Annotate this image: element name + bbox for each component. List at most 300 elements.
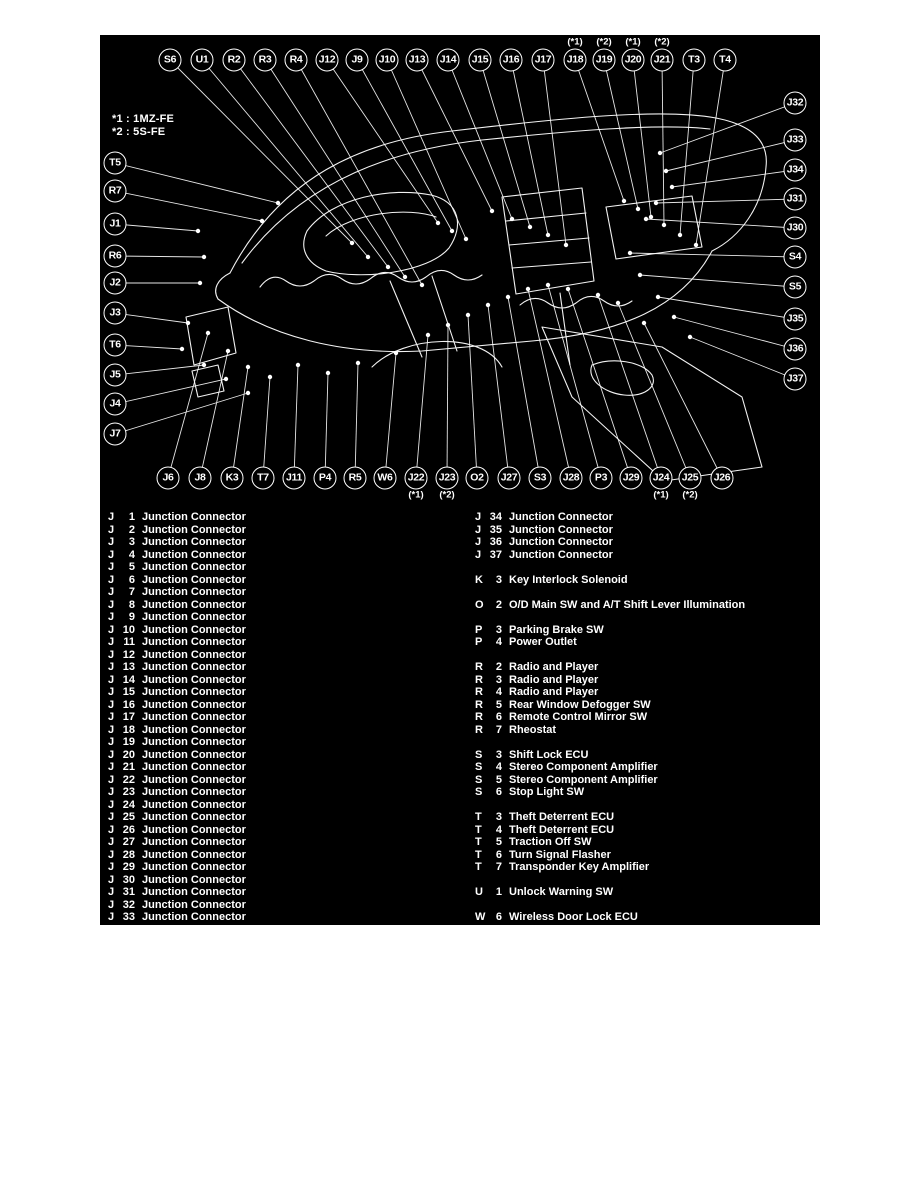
component-name: Junction Connector — [142, 873, 246, 886]
component-code: K — [475, 573, 483, 586]
component-number: 2 — [495, 661, 502, 673]
component-name: Stop Light SW — [509, 786, 585, 798]
callout-R2: R2 — [223, 49, 246, 72]
component-name: Transponder Key Amplifier — [509, 861, 650, 873]
callout-J16: J16 — [500, 49, 523, 72]
component-code: J — [108, 648, 115, 661]
callout-T5: T5 — [104, 152, 127, 175]
component-name: Junction Connector — [142, 573, 246, 586]
component-row — [108, 511, 246, 524]
component-number: 6 — [128, 573, 135, 586]
component-list-right — [475, 511, 745, 924]
component-name: Junction Connector — [142, 586, 246, 598]
callout-J33: J33 — [784, 129, 807, 152]
component-row — [475, 724, 745, 737]
component-number: 6 — [495, 786, 502, 798]
component-code: J — [108, 798, 115, 811]
component-row — [475, 911, 745, 924]
component-row — [108, 611, 246, 624]
component-number: 4 — [128, 548, 135, 561]
component-name: Junction Connector — [142, 811, 246, 823]
component-number: 31 — [122, 886, 135, 898]
callout-J1: J1 — [104, 213, 127, 236]
component-name: Unlock Warning SW — [509, 886, 614, 898]
component-row — [108, 649, 246, 662]
component-number: 17 — [122, 711, 135, 723]
callout-T6: T6 — [104, 334, 127, 357]
callout-S4: S4 — [784, 246, 807, 269]
callout-J17: J17 — [532, 49, 555, 72]
callout-J25: J25 — [679, 467, 702, 490]
component-row — [475, 624, 745, 637]
component-code: J — [108, 711, 115, 723]
component-number: 6 — [495, 911, 502, 923]
callout-J29: J29 — [620, 467, 643, 490]
component-name: Parking Brake SW — [509, 623, 604, 636]
component-number: 19 — [122, 736, 135, 748]
component-name: Radio and Player — [509, 686, 599, 698]
component-name: Junction Connector — [142, 623, 246, 636]
component-code: W — [475, 911, 486, 923]
callout-R3: R3 — [254, 49, 277, 72]
component-name: Wireless Door Lock ECU — [509, 911, 638, 923]
component-code: J — [108, 636, 115, 648]
component-name: Radio and Player — [509, 661, 599, 673]
component-row — [108, 674, 246, 687]
component-row — [108, 711, 246, 724]
component-name: Junction Connector — [142, 761, 246, 773]
callout-U1: U1 — [191, 49, 214, 72]
component-row — [108, 624, 246, 637]
component-name: Traction Off SW — [509, 836, 592, 848]
callout-J26: J26 — [711, 467, 734, 490]
component-code: S — [475, 748, 483, 761]
component-row — [108, 724, 246, 737]
engine-variant-note: (*1) — [625, 36, 641, 48]
component-number: 7 — [495, 861, 502, 873]
component-name: Junction Connector — [509, 536, 613, 548]
component-code: J — [108, 848, 115, 861]
component-name: Power Outlet — [509, 636, 577, 648]
component-name: Junction Connector — [142, 836, 246, 848]
component-name: Theft Deterrent ECU — [509, 823, 615, 836]
component-code: J — [108, 786, 115, 798]
component-number: 3 — [495, 811, 502, 823]
component-row — [108, 699, 246, 712]
component-name: Key Interlock Solenoid — [509, 573, 628, 586]
component-name: Junction Connector — [142, 673, 246, 686]
component-name: Junction Connector — [142, 898, 246, 911]
component-name: Junction Connector — [142, 698, 246, 711]
component-code: J — [475, 548, 482, 561]
callout-J21: J21 — [651, 49, 674, 72]
component-row — [108, 824, 246, 837]
component-row — [475, 536, 745, 549]
component-number: 36 — [489, 536, 502, 548]
component-code: R — [475, 723, 483, 736]
component-number: 7 — [495, 723, 502, 736]
component-name: Junction Connector — [142, 511, 246, 523]
component-code: J — [108, 673, 115, 686]
component-number: 18 — [122, 723, 135, 736]
component-row — [475, 574, 745, 587]
component-code: U — [475, 886, 483, 898]
callout-J30: J30 — [784, 217, 807, 240]
component-row — [108, 586, 246, 599]
component-name: Junction Connector — [142, 561, 246, 573]
component-name: Junction Connector — [509, 523, 613, 536]
component-name: Junction Connector — [142, 798, 246, 811]
component-code: J — [475, 523, 482, 536]
callout-J7: J7 — [104, 423, 127, 446]
component-name: Junction Connector — [142, 748, 246, 761]
component-row — [475, 549, 745, 562]
callout-R7: R7 — [104, 180, 127, 203]
callout-J9: J9 — [346, 49, 369, 72]
component-row — [108, 861, 246, 874]
component-number: 20 — [122, 748, 135, 761]
component-name: Junction Connector — [142, 523, 246, 536]
component-name: Junction Connector — [142, 736, 246, 748]
callout-J8: J8 — [189, 467, 212, 490]
dashboard-outline — [186, 114, 766, 481]
component-number: 24 — [122, 798, 135, 811]
component-code: J — [475, 536, 482, 548]
component-number: 34 — [489, 511, 502, 523]
component-name: Junction Connector — [142, 773, 246, 786]
component-group — [475, 661, 745, 736]
component-code: T — [475, 836, 482, 848]
component-code: J — [108, 686, 115, 698]
component-row — [475, 511, 745, 524]
component-name: Junction Connector — [142, 548, 246, 561]
component-row — [108, 636, 246, 649]
component-name: Theft Deterrent ECU — [509, 811, 615, 823]
component-code: J — [108, 886, 115, 898]
component-row — [475, 524, 745, 537]
component-group — [475, 911, 745, 924]
component-row — [475, 811, 745, 824]
component-group — [475, 886, 745, 899]
component-code: J — [108, 898, 115, 911]
callout-J27: J27 — [498, 467, 521, 490]
component-number: 1 — [128, 511, 135, 523]
component-code: J — [108, 861, 115, 873]
legend-line-2: *2 : 5S-FE — [112, 126, 166, 138]
component-number: 5 — [495, 773, 502, 786]
callout-J22: J22 — [405, 467, 428, 490]
component-row — [475, 836, 745, 849]
component-row — [475, 774, 745, 787]
component-number: 29 — [122, 861, 135, 873]
component-row — [475, 711, 745, 724]
callout-J3: J3 — [104, 302, 127, 325]
component-group — [475, 624, 745, 649]
component-row — [475, 886, 745, 899]
component-row — [108, 774, 246, 787]
component-code: R — [475, 711, 483, 723]
callout-J31: J31 — [784, 188, 807, 211]
component-code: T — [475, 823, 482, 836]
component-code: S — [475, 786, 483, 798]
callout-J15: J15 — [469, 49, 492, 72]
component-number: 3 — [495, 673, 502, 686]
callout-J6: J6 — [157, 467, 180, 490]
component-number: 2 — [128, 523, 135, 536]
callout-J19: J19 — [593, 49, 616, 72]
component-name: Junction Connector — [142, 786, 246, 798]
component-row — [108, 736, 246, 749]
component-row — [108, 599, 246, 612]
component-name: Remote Control Mirror SW — [509, 711, 648, 723]
component-row — [108, 849, 246, 862]
component-code: J — [108, 823, 115, 836]
component-row — [108, 661, 246, 674]
component-number: 1 — [495, 886, 502, 898]
component-number: 21 — [122, 761, 135, 773]
component-code: O — [475, 598, 484, 611]
component-code: J — [108, 698, 115, 711]
component-name: Rear Window Defogger SW — [509, 698, 651, 711]
component-code: J — [108, 573, 115, 586]
component-row — [108, 899, 246, 912]
component-row — [108, 536, 246, 549]
callout-J11: J11 — [283, 467, 306, 490]
callout-J37: J37 — [784, 368, 807, 391]
component-code: J — [108, 623, 115, 636]
component-number: 3 — [128, 536, 135, 548]
component-number: 2 — [495, 598, 502, 611]
component-number: 28 — [122, 848, 135, 861]
callout-J36: J36 — [784, 338, 807, 361]
callout-J12: J12 — [316, 49, 339, 72]
callout-T7: T7 — [252, 467, 275, 490]
callout-R4: R4 — [285, 49, 308, 72]
component-code: J — [108, 748, 115, 761]
component-row — [475, 674, 745, 687]
component-row — [475, 749, 745, 762]
component-number: 25 — [122, 811, 135, 823]
component-row — [108, 761, 246, 774]
component-name: Junction Connector — [142, 611, 246, 623]
component-number: 37 — [489, 548, 502, 561]
engine-variant-note: (*2) — [596, 36, 612, 48]
callout-J2: J2 — [104, 272, 127, 295]
callout-J13: J13 — [406, 49, 429, 72]
component-number: 22 — [122, 773, 135, 786]
component-row — [108, 886, 246, 899]
component-group — [475, 749, 745, 799]
component-name: Junction Connector — [142, 536, 246, 548]
component-code: R — [475, 686, 483, 698]
callout-O2: O2 — [466, 467, 489, 490]
engine-variant-note: (*1) — [567, 36, 583, 48]
component-code: J — [108, 548, 115, 561]
component-name: Junction Connector — [142, 661, 246, 673]
component-group — [475, 511, 745, 561]
callout-J32: J32 — [784, 92, 807, 115]
component-number: 35 — [489, 523, 502, 536]
component-code: J — [108, 836, 115, 848]
component-code: J — [108, 723, 115, 736]
callout-W6: W6 — [374, 467, 397, 490]
component-name: Junction Connector — [142, 636, 246, 648]
engine-variant-note: (*1) — [653, 489, 669, 501]
component-number: 9 — [128, 611, 135, 623]
component-row — [475, 849, 745, 862]
component-code: S — [475, 773, 483, 786]
component-name: Stereo Component Amplifier — [509, 761, 658, 773]
component-number: 10 — [122, 623, 135, 636]
component-name: Rheostat — [509, 723, 557, 736]
component-row — [475, 661, 745, 674]
component-number: 14 — [122, 673, 135, 686]
component-number: 11 — [123, 636, 135, 648]
callout-T3: T3 — [683, 49, 706, 72]
component-number: 15 — [122, 686, 135, 698]
callout-S3: S3 — [529, 467, 552, 490]
component-name: Junction Connector — [509, 548, 613, 561]
component-number: 23 — [122, 786, 135, 798]
callout-J4: J4 — [104, 393, 127, 416]
component-number: 4 — [495, 761, 502, 773]
callout-R6: R6 — [104, 245, 127, 268]
component-row — [108, 549, 246, 562]
component-number: 30 — [122, 873, 135, 886]
component-row — [108, 574, 246, 587]
component-number: 5 — [495, 836, 502, 848]
component-row — [475, 824, 745, 837]
component-number: 13 — [122, 661, 135, 673]
leader-lines — [115, 60, 795, 478]
component-name: Junction Connector — [142, 723, 246, 736]
callout-J10: J10 — [376, 49, 399, 72]
callout-J20: J20 — [622, 49, 645, 72]
component-number: 3 — [495, 748, 502, 761]
component-code: T — [475, 811, 482, 823]
component-number: 12 — [122, 648, 135, 661]
legend-line-1: *1 : 1MZ-FE — [112, 113, 175, 125]
component-row — [108, 874, 246, 887]
component-name: Junction Connector — [142, 911, 246, 923]
component-code: J — [108, 511, 115, 523]
component-code: J — [108, 523, 115, 536]
component-number: 33 — [122, 911, 135, 923]
component-code: P — [475, 623, 483, 636]
component-row — [475, 861, 745, 874]
component-number: 3 — [495, 623, 502, 636]
component-code: J — [108, 661, 115, 673]
engine-code-legend — [112, 113, 174, 139]
callout-S5: S5 — [784, 276, 807, 299]
component-group — [475, 599, 745, 612]
callout-R5: R5 — [344, 467, 367, 490]
diagram-panel — [100, 35, 820, 925]
callout-J23: J23 — [436, 467, 459, 490]
component-row — [108, 524, 246, 537]
component-number: 8 — [128, 598, 135, 611]
component-name: Stereo Component Amplifier — [509, 773, 658, 786]
callout-J35: J35 — [784, 308, 807, 331]
component-list-left — [108, 511, 246, 924]
component-code: J — [108, 561, 115, 573]
component-name: Junction Connector — [142, 598, 246, 611]
component-name: Junction Connector — [142, 648, 246, 661]
component-number: 3 — [495, 573, 502, 586]
callout-T4: T4 — [714, 49, 737, 72]
component-number: 4 — [495, 636, 502, 648]
component-code: J — [475, 511, 482, 523]
component-row — [108, 686, 246, 699]
component-name: Junction Connector — [142, 711, 246, 723]
component-name: Junction Connector — [142, 823, 246, 836]
callout-P4: P4 — [314, 467, 337, 490]
connector-dots — [180, 151, 698, 395]
component-row — [108, 799, 246, 812]
component-code: J — [108, 611, 115, 623]
component-number: 5 — [128, 561, 135, 573]
engine-variant-note: (*2) — [682, 489, 698, 501]
component-code: J — [108, 911, 115, 923]
component-code: T — [475, 848, 482, 861]
callout-J5: J5 — [104, 364, 127, 387]
component-name: O/D Main SW and A/T Shift Lever Illumination — [509, 598, 746, 611]
component-code: J — [108, 536, 115, 548]
callout-J34: J34 — [784, 159, 807, 182]
component-number: 32 — [122, 898, 135, 911]
component-code: J — [108, 761, 115, 773]
component-code: P — [475, 636, 483, 648]
engine-variant-note: (*2) — [439, 489, 455, 501]
component-code: J — [108, 598, 115, 611]
callout-J28: J28 — [560, 467, 583, 490]
component-name: Turn Signal Flasher — [509, 848, 611, 861]
component-code: T — [475, 861, 482, 873]
component-number: 6 — [495, 711, 502, 723]
component-number: 4 — [495, 823, 502, 836]
component-code: J — [108, 773, 115, 786]
component-name: Junction Connector — [509, 511, 613, 523]
component-number: 6 — [495, 848, 502, 861]
component-row — [108, 911, 246, 924]
component-row — [108, 561, 246, 574]
component-row — [108, 749, 246, 762]
component-code: J — [108, 586, 115, 598]
component-number: 7 — [128, 586, 135, 598]
component-row — [108, 811, 246, 824]
component-code: J — [108, 736, 115, 748]
component-group — [475, 811, 745, 874]
component-row — [475, 636, 745, 649]
component-name: Junction Connector — [142, 686, 246, 698]
engine-variant-note: (*1) — [408, 489, 424, 501]
component-code: S — [475, 761, 483, 773]
component-row — [475, 686, 745, 699]
component-name: Shift Lock ECU — [509, 748, 589, 761]
component-name: Radio and Player — [509, 673, 599, 686]
component-number: 5 — [495, 698, 502, 711]
component-group — [475, 574, 745, 587]
component-row — [475, 599, 745, 612]
component-row — [475, 786, 745, 799]
component-name: Junction Connector — [142, 861, 246, 873]
engine-variant-note: (*2) — [654, 36, 670, 48]
callout-J18: J18 — [564, 49, 587, 72]
callout-K3: K3 — [221, 467, 244, 490]
component-code: J — [108, 873, 115, 886]
component-name: Junction Connector — [142, 848, 246, 861]
component-number: 26 — [122, 823, 135, 836]
